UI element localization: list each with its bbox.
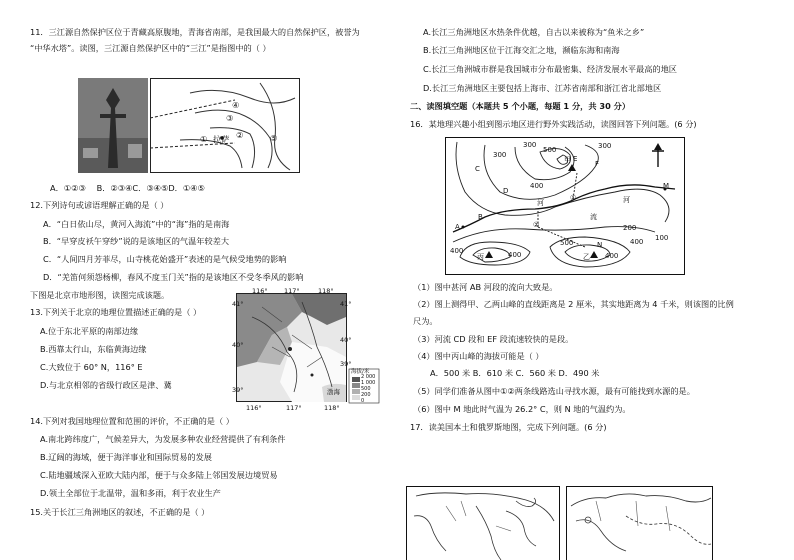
q16-sub4: （4）图中丙山峰的海拔可能是（ ） [413,351,544,361]
bohai-label: 渤海 [327,388,340,396]
left-tick-39: 39° [232,386,244,394]
point-m: M [663,182,670,190]
map-intro: 下图是北京市地形图，读图完成该题。 [30,290,170,300]
point-b: B [478,213,483,221]
bottom-tick-118: 118° [324,404,340,412]
map-label-2: ② [236,130,244,140]
q15-option-c: C.长江三角洲城市群是我国城市分布最密集、经济发展水平最高的地区 [423,64,677,74]
river-label-2: 流 [590,213,597,221]
bottom-tick-117: 117° [286,404,302,412]
q12-option-c: C．“人间四月芳菲尽，山寺桃花始盛开”表述的是气候受地势的影响 [43,254,287,264]
q12-option-d: D．“羌笛何须怨杨柳，春风不度玉门关”指的是该地区不受冬季风的影响 [43,272,304,282]
q17-stem: 17．读美国本土和俄罗斯地图，完成下列问题。(6 分) [410,422,607,432]
contour-400-e: 400 [630,238,644,246]
beijing-terrain-map [232,287,380,414]
q13-option-d: D.与北京相邻的省级行政区是津、冀 [40,380,172,390]
q15-option-a: A.长江三角洲地区水热条件优越，自古以来被称为“鱼米之乡” [423,27,645,37]
contour-300-b: 300 [523,141,537,149]
right-tick-41: 41° [340,300,352,308]
route-1: ① [570,194,577,202]
q13-option-a: A.位于东北平原的南部边缘 [40,326,139,336]
contour-300-c: 300 [598,142,612,150]
left-tick-40: 40° [232,341,244,349]
contour-map [445,137,685,275]
q16-sub2-cont: 尺为。 [413,316,438,326]
contour-200: 200 [623,224,637,232]
contour-400-b: 400 [450,247,464,255]
q16-sub2: （2）图上测得甲、乙两山峰的直线距离是 2 厘米，其实地距离为 4 千米，则该图的比例 [413,299,734,309]
q15-option-b: B.长江三角洲地区位于江海交汇之地，濒临东海和南海 [423,45,620,55]
q16-stem: 16．某地理兴趣小组到图示地区进行野外实践活动，读图回答下列问题。(6 分) [410,119,697,129]
contour-400-a: 400 [530,182,544,190]
contour-500-b: 500 [560,239,574,247]
legend-2000: 2 000 [361,374,376,380]
q15-option-d: D.长江三角洲地区主要包括上海市、江苏省南部和浙江省北部地区 [423,83,662,93]
point-e: E [573,155,578,163]
q16-sub1: （1）图中甚河 AB 河段的流向大致是。 [413,282,558,292]
q13-option-c: C.大致位于 60° N，116° E [40,362,143,372]
q11-stem-line2: “中华水塔”。读图，三江源自然保护区中的“三江”是指图中的（ ） [30,43,271,53]
q14-stem: 14.下列对我国地理位置和范围的评价，不正确的是（ ） [30,416,234,426]
map-label-4: ④ [232,100,240,110]
contour-500: 500 [543,146,557,154]
q12-stem: 12.下列诗句或谚语理解正确的是（ ） [30,200,169,210]
legend-title: 海拔/米 [351,369,370,375]
point-c: C [475,165,480,173]
contour-400-c: 400 [508,251,522,259]
q16-sub5: （5）同学们准备从图中①②两条线路选山寻找水源，最有可能找到水源的是。 [413,386,695,396]
q16-sub3: （3）河流 CD 段和 EF 段流速较快的是段。 [413,334,574,344]
section-2-heading: 二、读图填空题（本题共 5 个小题，每题 1 分，共 30 分） [410,101,631,111]
usa-map [406,486,560,560]
q11-stem-line1: 11．三江源自然保护区位于青藏高原腹地，青海省南部，是我国最大的自然保护区，被誉为 [30,27,360,37]
contour-100: 100 [655,234,669,242]
q16-sub4-choices: A．500 米 B．610 米 C．560 米 D．490 米 [430,368,600,378]
top-tick-117: 117° [284,287,300,295]
contour-400-d: 400 [605,252,619,260]
q13-option-b: B.西靠太行山，东临黄海边缘 [40,344,147,354]
river-label-3: 河 [623,196,630,204]
legend-500: 500 [361,386,371,392]
russia-map [566,486,713,560]
legend-0: 0 [361,398,365,404]
q16-sub6: （6）图中 M 地此时气温为 26.2° C，则 N 地的气温约为。 [413,404,631,414]
point-a: A [455,223,460,231]
legend-200: 200 [361,392,371,398]
bottom-tick-116: 116° [246,404,262,412]
q11-choices: A．①②③ B．②③④C．③④⑤D．①④⑤ [50,183,205,193]
q14-option-d: D.领土全部位于北温带，温和多雨，利于农业生产 [40,488,221,498]
left-tick-41: 41° [232,300,244,308]
point-d: D [503,187,509,195]
map-label-3: ③ [226,113,234,123]
contour-300-a: 300 [493,151,507,159]
map-label-5: ⑤ [270,133,278,143]
q12-option-a: A．“白日依山尽，黄河入海流”中的“海”指的是南海 [43,219,230,229]
route-2: ② [533,221,540,229]
q15-stem: 15.关于长江三角洲地区的叙述，不正确的是（ ） [30,507,210,517]
three-rivers-map [150,78,300,173]
q14-option-b: B.辽阔的海域，便于海洋事业和国际贸易的发展 [40,452,212,462]
q14-option-a: A.南北跨纬度广，气候差异大，为发展多种农业经营提供了有利条件 [40,434,286,444]
top-tick-116: 116° [252,287,268,295]
river-label-1: 河 [537,199,544,207]
top-tick-118: 118° [318,287,334,295]
point-n: N [597,241,603,249]
sanjiangyuan-photo [78,78,148,173]
peak-jia: 甲 [564,156,571,164]
peak-yi: 乙 [583,253,590,261]
legend-1000: 1 000 [361,380,376,386]
peak-bing: 丙 [477,253,484,261]
map-label-lhasa: 拉萨 [213,134,230,144]
q13-stem: 13.下列关于北京的地理位置描述正确的是（ ） [30,307,202,317]
right-tick-40: 40° [340,336,352,344]
right-tick-39: 39° [340,360,352,368]
map-label-1: ① [200,134,208,144]
q14-option-c: C.陆地疆域深入亚欧大陆内部，便于与众多陆上邻国发展边境贸易 [40,470,278,480]
point-f: F [595,160,600,168]
q12-option-b: B．“早穿皮袄午穿纱”说的是该地区的气温年较差大 [43,236,230,246]
